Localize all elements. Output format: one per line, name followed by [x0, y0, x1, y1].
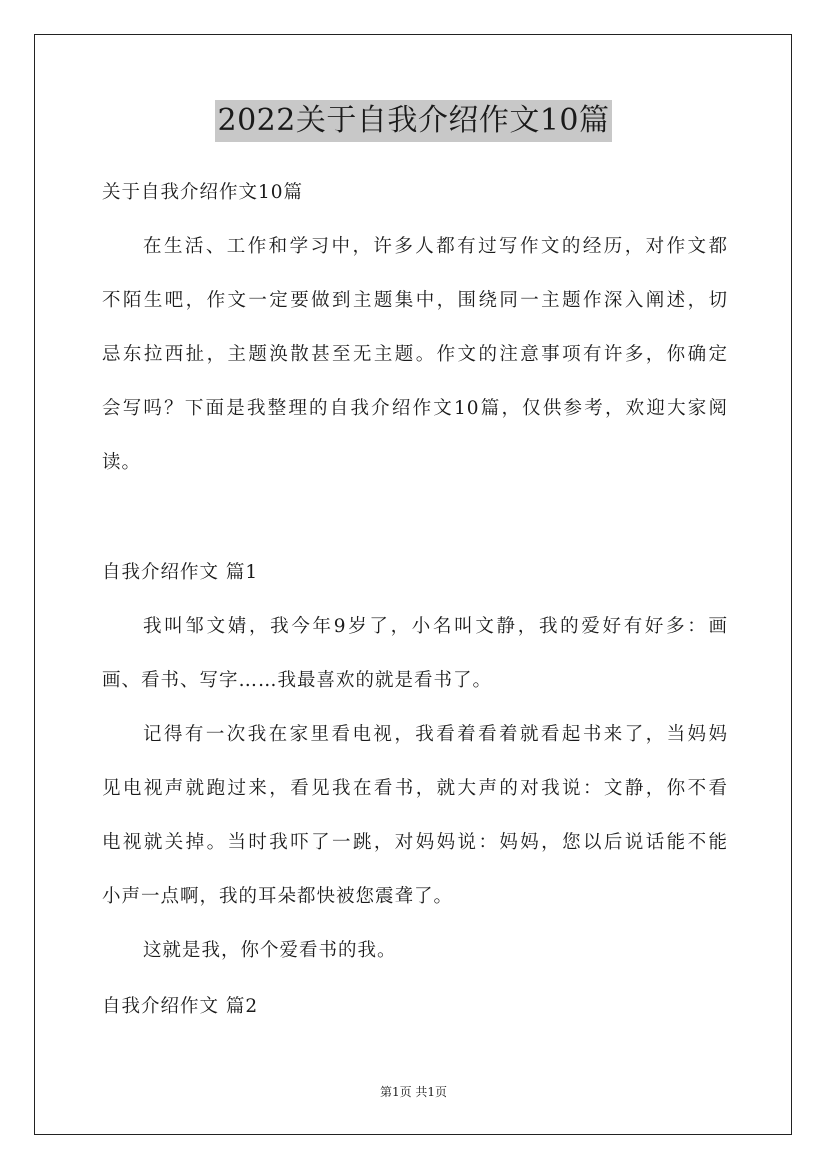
intro-line: 会写吗？下面是我整理的自我介绍作文10篇，仅供参考，欢迎大家阅 — [102, 398, 728, 419]
paragraph-line: 小声一点啊，我的耳朵都快被您震聋了。 — [102, 886, 454, 907]
intro-line: 忌东拉西扯，主题涣散甚至无主题。作文的注意事项有许多，你确定 — [102, 344, 728, 365]
intro-line: 在生活、工作和学习中，许多人都有过写作文的经历，对作文都 — [143, 236, 728, 257]
paragraph-line: 这就是我，你个爱看书的我。 — [143, 940, 397, 961]
paragraph-line: 我叫邹文婧，我今年9岁了，小名叫文静，我的爱好有好多：画 — [143, 616, 728, 637]
title-block — [0, 100, 827, 142]
intro-line: 不陌生吧，作文一定要做到主题集中，围绕同一主题作深入阐述，切 — [102, 290, 728, 311]
paragraph-line: 记得有一次我在家里看电视，我看着看着就看起书来了，当妈妈 — [143, 724, 728, 745]
paragraph-line: 电视就关掉。当时我吓了一跳，对妈妈说：妈妈，您以后说话能不能 — [102, 832, 728, 853]
page-footer: 第1页 共1页 — [379, 1085, 448, 1099]
intro-line: 读。 — [102, 452, 142, 473]
subtitle: 关于自我介绍作文10篇 — [102, 182, 304, 203]
section-heading: 自我介绍作文 篇1 — [102, 562, 259, 583]
paragraph-line: 画、看书、写字……我最喜欢的就是看书了。 — [102, 670, 493, 691]
section-heading: 自我介绍作文 篇2 — [102, 996, 259, 1017]
document-title: 2022关于自我介绍作文10篇 — [215, 100, 611, 142]
paragraph-line: 见电视声就跑过来，看见我在看书，就大声的对我说：文静，你不看 — [102, 778, 728, 799]
